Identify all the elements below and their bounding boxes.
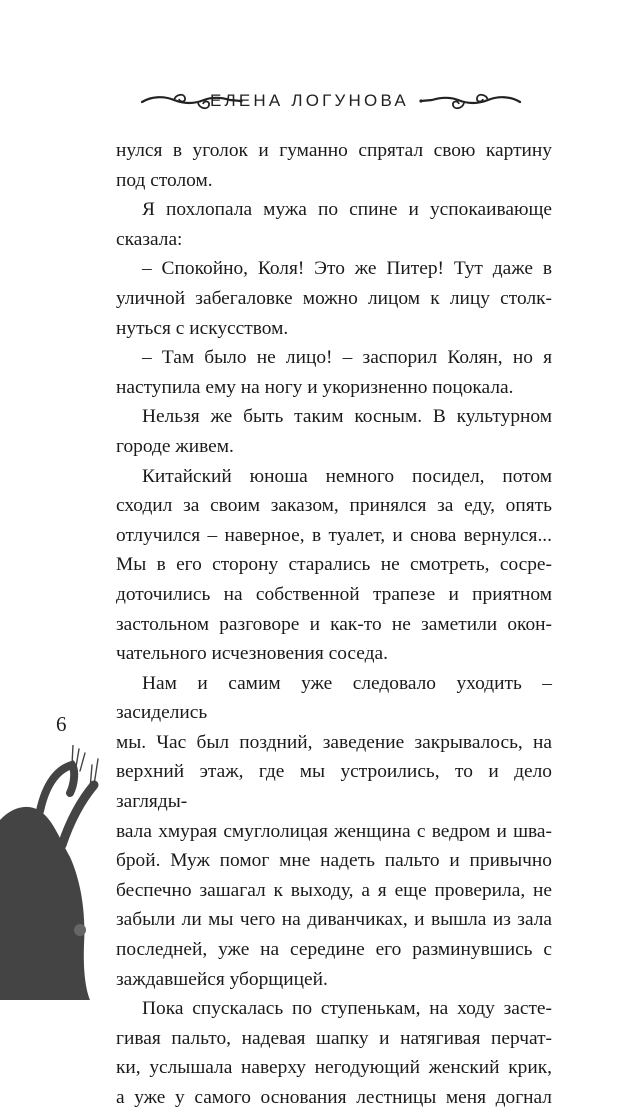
text-line: забыли ли мы чего на диванчиках, и вышла из зала <box>116 909 552 931</box>
text-line: уличной забегаловке можно лицом к лицу столк- <box>116 287 552 309</box>
text-line: сказала: <box>116 228 183 250</box>
text-line: заждавшейся уборщицей. <box>116 968 328 990</box>
text-line: мы. Час был поздний, заведение закрывалось, на <box>116 731 552 753</box>
right-flourish-ornament <box>418 85 522 115</box>
text-line: беспечно зашагал к выходу, а я еще проверила, не <box>116 879 552 901</box>
text-line: последней, уже на середине его разминувшись с <box>116 939 552 961</box>
text-line: Нельзя же быть таким косным. В культурном <box>142 406 552 428</box>
text-line: а уже у самого основания лестницы меня догнал <box>116 1087 552 1108</box>
text-line: Китайский юноша немного посидел, потом <box>142 465 552 487</box>
author-name: ЕЛЕНА ЛОГУНОВА <box>210 91 409 110</box>
page-number: 6 <box>56 712 67 736</box>
text-line: доточились на собственной трапезе и приятном <box>116 583 552 605</box>
text-line: ки, услышала наверху негодующий женский крик, <box>116 1057 552 1079</box>
text-line: городе живем. <box>116 435 234 457</box>
text-line: отлучился – наверное, в туалет, и снова вернулся... <box>116 524 552 546</box>
text-line: – Спокойно, Коля! Это же Питер! Тут даже в <box>142 258 552 280</box>
black-cat-silhouette-decoration <box>0 745 100 1000</box>
text-line: Я похлопала мужа по спине и успокаивающе <box>142 199 552 221</box>
text-line: под столом. <box>116 169 213 191</box>
page-body-text <box>116 136 552 1113</box>
text-line: Мы в его сторону старались не смотреть, сосре- <box>116 554 552 576</box>
text-line: гивая пальто, надевая шапку и натягивая перчат- <box>116 1027 552 1049</box>
text-line: наступила ему на ногу и укоризненно поцокала. <box>116 376 514 398</box>
text-line: вала хмурая смуглолицая женщина с ведром и шва- <box>116 820 552 842</box>
text-line: чательного исчезновения соседа. <box>116 643 388 665</box>
text-line: застольном разговоре и как-то не заметили окон- <box>116 613 552 635</box>
text-line: нуться с искусством. <box>116 317 289 339</box>
text-line: верхний этаж, где мы устроились, то и дело загляды- <box>116 761 552 813</box>
running-header <box>0 85 619 125</box>
text-line: Нам и самим уже следовало уходить – засиделись <box>116 672 552 724</box>
text-line: сходил за своим заказом, принялся за еду, опять <box>116 495 552 517</box>
text-line: нулся в уголок и гуманно спрятал свою картину <box>116 140 552 161</box>
text-line: – Там было не лицо! – заспорил Колян, но я <box>142 347 552 369</box>
text-line: брой. Муж помог мне надеть пальто и привычно <box>116 850 552 872</box>
text-line: Пока спускалась по ступенькам, на ходу засте- <box>142 998 552 1020</box>
